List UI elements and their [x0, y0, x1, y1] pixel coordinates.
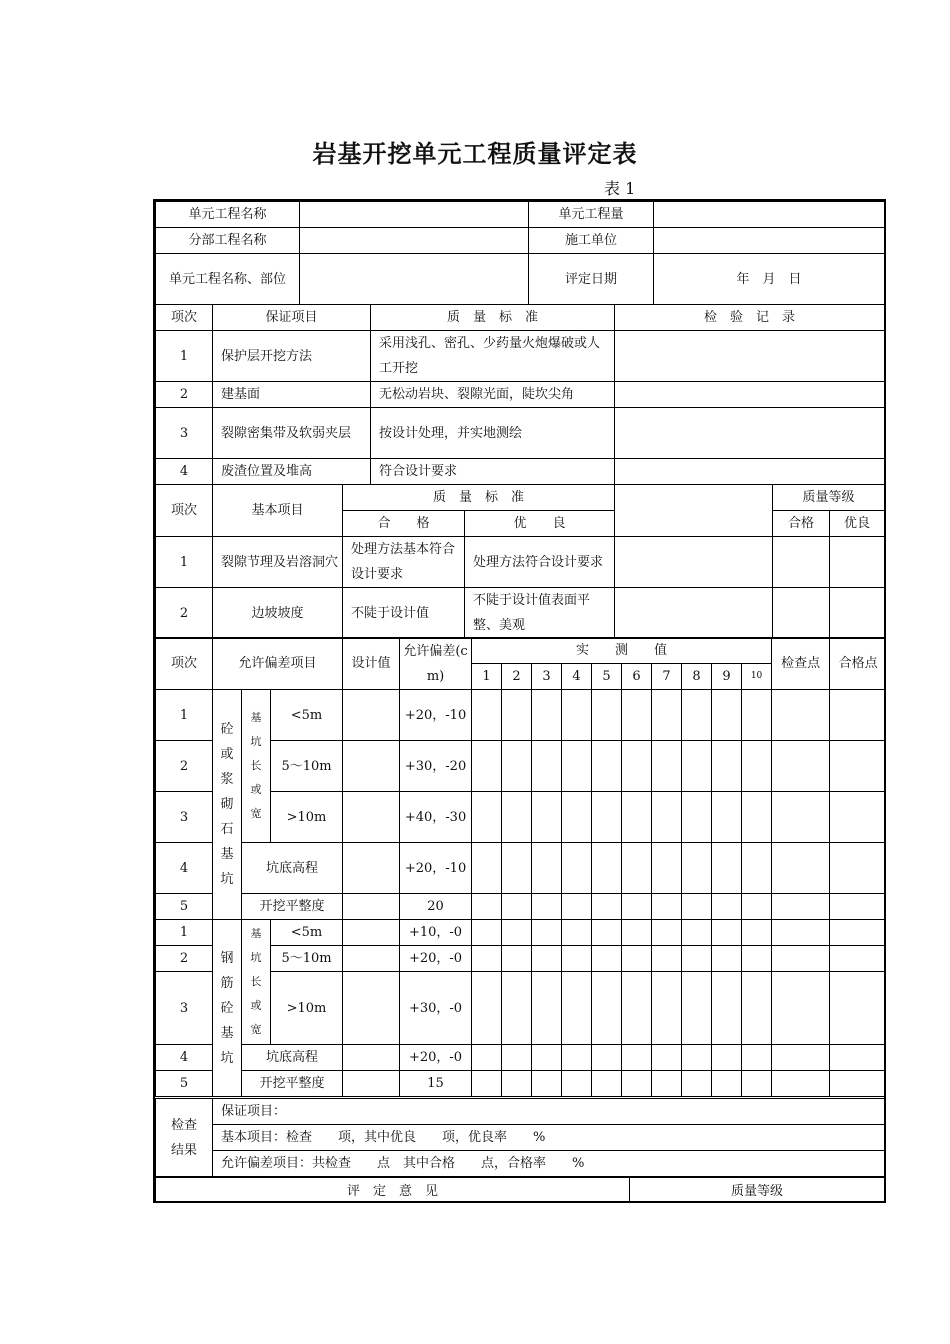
grade-good-field[interactable] — [830, 588, 885, 639]
design-field[interactable] — [343, 792, 400, 843]
tol-col-design: 设计值 — [343, 638, 400, 690]
row-pass-std: 不陡于设计值 — [343, 588, 465, 639]
row-no: 2 — [156, 588, 213, 639]
design-field[interactable] — [343, 1071, 400, 1097]
measure-col-4: 4 — [562, 664, 592, 690]
measure-col-3: 3 — [532, 664, 562, 690]
table-row — [156, 331, 885, 382]
record-field[interactable] — [615, 408, 885, 459]
row-item: 废渣位置及堆高 — [213, 459, 371, 485]
table-row — [156, 459, 885, 485]
row-item: 保护层开挖方法 — [213, 331, 371, 382]
group2-label — [213, 920, 242, 1097]
row-no: 4 — [156, 843, 213, 894]
design-field[interactable] — [343, 972, 400, 1045]
row-no: 2 — [156, 741, 213, 792]
basic-record-header — [615, 485, 773, 537]
sub-project-label: 分部工程名称 — [156, 228, 300, 254]
record-field[interactable] — [615, 382, 885, 408]
guarantee-col-item: 保证项目 — [213, 305, 371, 331]
guarantee-section — [155, 304, 884, 485]
table-row — [156, 1045, 887, 1071]
row-no: 3 — [156, 972, 213, 1045]
record-field[interactable] — [615, 537, 773, 588]
row-allow: 15 — [400, 1071, 472, 1097]
guarantee-col-record: 检 验 记 录 — [615, 305, 885, 331]
header-section — [155, 201, 884, 305]
row-no: 1 — [156, 920, 213, 946]
measure-col-6: 6 — [622, 664, 652, 690]
results-label — [156, 1099, 213, 1177]
row-no: 2 — [156, 382, 213, 408]
evaluation-form — [153, 199, 886, 1203]
tol-col-allow: 允许偏差(cm) — [400, 638, 472, 690]
record-field[interactable] — [615, 459, 885, 485]
design-field[interactable] — [343, 894, 400, 920]
sub-project-field[interactable] — [300, 228, 529, 254]
row-allow: +30，-20 — [400, 741, 472, 792]
table-number: 表 1 — [604, 179, 636, 198]
row-allow: +10，-0 — [400, 920, 472, 946]
grade-label: 质量等级 — [630, 1178, 885, 1204]
basic-col-item: 基本项目 — [213, 485, 343, 537]
results-guarantee[interactable]: 保证项目： — [213, 1099, 885, 1125]
row-sub: <5m — [271, 690, 343, 741]
row-item: 建基面 — [213, 382, 371, 408]
row-no: 1 — [156, 537, 213, 588]
basic-col-good: 优 良 — [465, 511, 615, 537]
guarantee-col-seq: 项次 — [156, 305, 213, 331]
table-row — [156, 894, 887, 920]
grade-pass-field[interactable] — [773, 588, 830, 639]
tol-col-measured: 实 测 值 — [472, 638, 772, 664]
row-std: 无松动岩块、裂隙光面，陡坎尖角 — [371, 382, 615, 408]
row-no: 5 — [156, 894, 213, 920]
table-row — [156, 1071, 887, 1097]
row-sub: 坑底高程 — [242, 1045, 343, 1071]
table-row — [156, 408, 885, 459]
row-std: 采用浅孔、密孔、少药量火炮爆破或人工开挖 — [371, 331, 615, 382]
tolerance-section — [155, 637, 884, 1097]
element-label: 单元工程名称、部位 — [156, 254, 300, 305]
contractor-field[interactable] — [654, 228, 885, 254]
date-field[interactable]: 年 月 日 — [654, 254, 885, 305]
record-field[interactable] — [615, 588, 773, 639]
measure-col-8: 8 — [682, 664, 712, 690]
unit-qty-field[interactable] — [654, 202, 885, 228]
row-allow: +20，-10 — [400, 843, 472, 894]
basic-col-std: 质 量 标 准 — [343, 485, 615, 511]
row-allow: 20 — [400, 894, 472, 920]
row-allow: +20，-0 — [400, 946, 472, 972]
footer-section — [155, 1177, 884, 1203]
tol-col-check: 检查点 — [772, 638, 830, 690]
row-sub: >10m — [271, 792, 343, 843]
design-field[interactable] — [343, 690, 400, 741]
guarantee-col-std: 质 量 标 准 — [371, 305, 615, 331]
grade-pass-field[interactable] — [773, 537, 830, 588]
row-no: 1 — [156, 331, 213, 382]
table-row — [156, 382, 885, 408]
design-field[interactable] — [343, 946, 400, 972]
pit-size-text: 基坑长或宽 — [250, 927, 262, 1036]
row-sub: 开挖平整度 — [242, 894, 343, 920]
measure-col-7: 7 — [652, 664, 682, 690]
row-std: 符合设计要求 — [371, 459, 615, 485]
row-no: 3 — [156, 792, 213, 843]
table-row — [156, 588, 885, 639]
measure-col-1: 1 — [472, 664, 502, 690]
basic-section — [155, 484, 884, 639]
tol-col-item: 允许偏差项目 — [213, 638, 343, 690]
pit-size-label — [242, 690, 271, 843]
row-sub: 开挖平整度 — [242, 1071, 343, 1097]
row-no: 4 — [156, 459, 213, 485]
tol-col-seq: 项次 — [156, 638, 213, 690]
page-title: 岩基开挖单元工程质量评定表 — [312, 139, 638, 168]
row-good-std: 不陡于设计值表面平整、美观 — [465, 588, 615, 639]
table-row — [156, 843, 887, 894]
contractor-label: 施工单位 — [529, 228, 654, 254]
pit-size-label — [242, 920, 271, 1045]
design-field[interactable] — [343, 1045, 400, 1071]
row-sub: 5～10m — [271, 741, 343, 792]
row-pass-std: 处理方法基本符合设计要求 — [343, 537, 465, 588]
row-allow: +30，-0 — [400, 972, 472, 1045]
unit-project-field[interactable] — [300, 202, 529, 228]
row-std: 按设计处理，并实地测绘 — [371, 408, 615, 459]
results-tolerance[interactable]: 允许偏差项目：共检查 点 其中合格 点，合格率 % — [213, 1151, 885, 1177]
row-good-std: 处理方法符合设计要求 — [465, 537, 615, 588]
measure-col-9: 9 — [712, 664, 742, 690]
row-no: 2 — [156, 946, 213, 972]
element-field[interactable] — [300, 254, 529, 305]
results-section — [155, 1098, 884, 1177]
date-label: 评定日期 — [529, 254, 654, 305]
table-row — [156, 690, 887, 741]
row-item: 裂隙密集带及软弱夹层 — [213, 408, 371, 459]
design-field[interactable] — [343, 920, 400, 946]
basic-col-pass: 合 格 — [343, 511, 465, 537]
row-no: 1 — [156, 690, 213, 741]
opinion-label: 评 定 意 见 — [156, 1178, 630, 1204]
group1-label — [213, 690, 242, 920]
row-item: 裂隙节理及岩溶洞穴 — [213, 537, 343, 588]
measure-col-2: 2 — [502, 664, 532, 690]
tol-col-pass: 合格点 — [830, 638, 886, 690]
row-allow: +20，-10 — [400, 690, 472, 741]
basic-col-seq: 项次 — [156, 485, 213, 537]
design-field[interactable] — [343, 843, 400, 894]
row-no: 4 — [156, 1045, 213, 1071]
grade-pass-label: 合格 — [773, 511, 830, 537]
row-sub: 5～10m — [271, 946, 343, 972]
record-field[interactable] — [615, 331, 885, 382]
row-allow: +40，-30 — [400, 792, 472, 843]
row-sub: 坑底高程 — [242, 843, 343, 894]
basic-col-grade: 质量等级 — [773, 485, 885, 511]
measure-col-10: 10 — [742, 664, 772, 690]
row-no: 3 — [156, 408, 213, 459]
row-allow: +20，-0 — [400, 1045, 472, 1071]
measure-col-5: 5 — [592, 664, 622, 690]
unit-qty-label: 单元工程量 — [529, 202, 654, 228]
results-basic[interactable]: 基本项目：检查 项，其中优良 项，优良率 % — [213, 1125, 885, 1151]
pit-size-text: 基坑长或宽 — [250, 711, 262, 820]
grade-good-field[interactable] — [830, 537, 885, 588]
row-sub: <5m — [271, 920, 343, 946]
grade-good-label: 优良 — [830, 511, 885, 537]
unit-project-label: 单元工程名称 — [156, 202, 300, 228]
results-label-text: 检查结果 — [170, 1117, 197, 1158]
row-sub: >10m — [271, 972, 343, 1045]
group1-text: 砼或浆砌石基坑 — [220, 722, 234, 887]
table-row — [156, 537, 885, 588]
design-field[interactable] — [343, 741, 400, 792]
table-row — [156, 920, 887, 946]
row-no: 5 — [156, 1071, 213, 1097]
group2-text: 钢筋砼基坑 — [220, 950, 234, 1066]
row-item: 边坡坡度 — [213, 588, 343, 639]
